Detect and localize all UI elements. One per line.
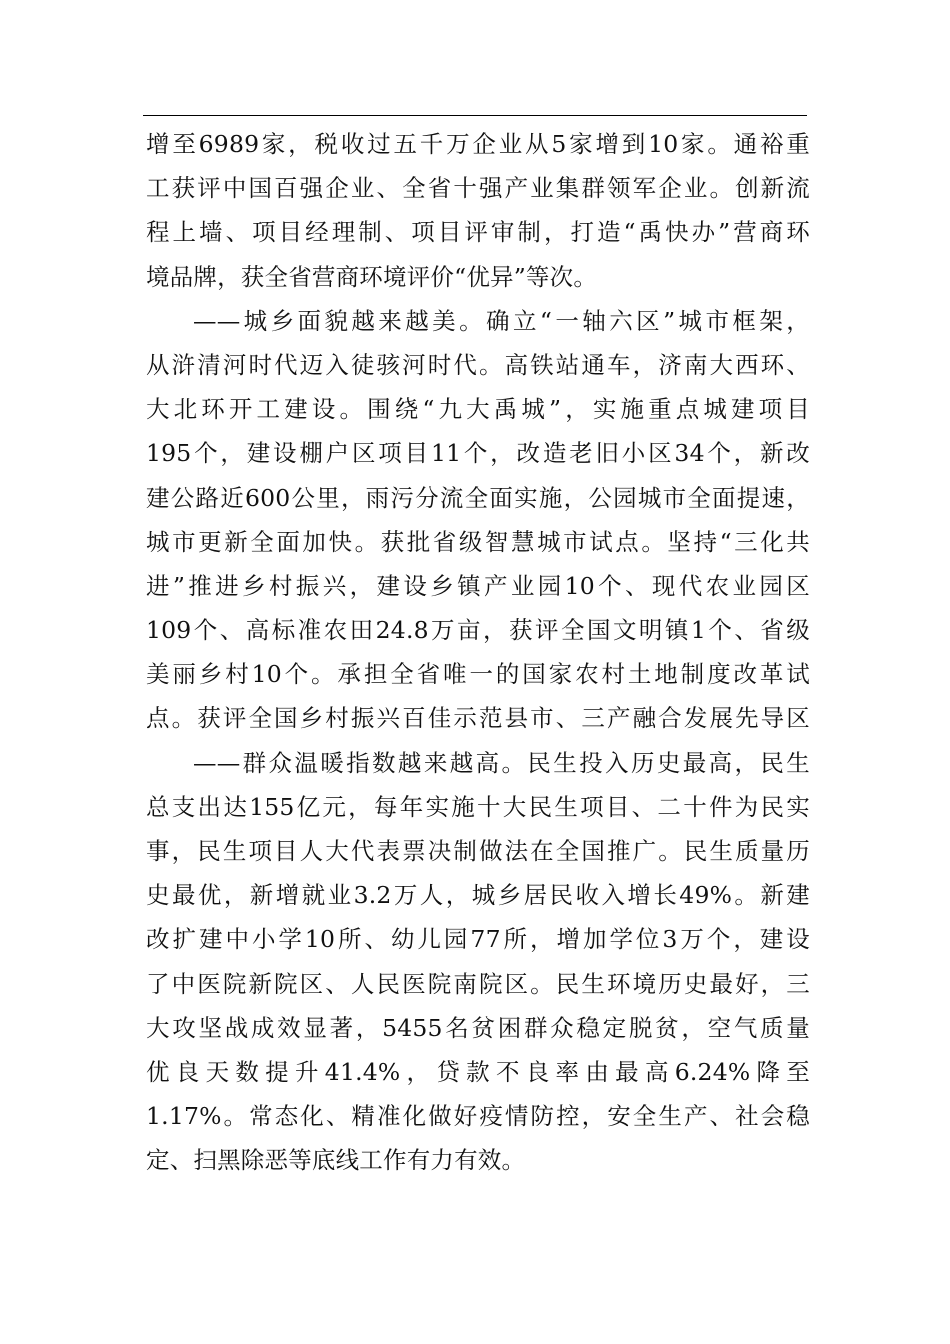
text-line: 建公路近600公里，雨污分流全面实施，公园城市全面提速， bbox=[146, 483, 810, 512]
text-line: 了中医院新院区、人民医院南院区。民生环境历史最好，三 bbox=[146, 969, 810, 998]
text-line: 程上墙、项目经理制、项目评审制，打造“禹快办”营商环 bbox=[146, 218, 810, 247]
text-line: 进”推进乡村振兴，建设乡镇产业园10个、现代农业园区 bbox=[146, 571, 810, 600]
text-line: 109个、高标准农田24.8万亩，获评全国文明镇1个、省级 bbox=[146, 616, 810, 645]
text-line: 史最优，新增就业3.2万人，城乡居民收入增长49%。新建 bbox=[146, 881, 810, 910]
section-heading-line: ——城乡面貌越来越美。确立“一轴六区”城市框架， bbox=[193, 306, 810, 335]
text-line: 195个，建设棚户区项目11个，改造老旧小区34个，新改 bbox=[146, 439, 810, 468]
text-line: 定、扫黑除恶等底线工作有力有效。 bbox=[146, 1146, 526, 1175]
text-line: 工获评中国百强企业、全省十强产业集群领军企业。创新流 bbox=[146, 174, 810, 203]
text-line: 总支出达155亿元，每年实施十大民生项目、二十件为民实 bbox=[146, 792, 810, 821]
text-line: 点。获评全国乡村振兴百佳示范县市、三产融合发展先导区 bbox=[146, 704, 810, 733]
header-rule bbox=[143, 115, 807, 116]
text-line: 大攻坚战成效显著，5455名贫困群众稳定脱贫，空气质量 bbox=[146, 1013, 810, 1042]
text-line: 城市更新全面加快。获批省级智慧城市试点。坚持“三化共 bbox=[146, 527, 810, 556]
body-text bbox=[146, 122, 810, 1183]
text-line: 从浒清河时代迈入徒骇河时代。高铁站通车，济南大西环、 bbox=[146, 350, 810, 379]
text-line: 境品牌，获全省营商环境评价“优异”等次。 bbox=[146, 262, 598, 291]
section-heading-line: ——群众温暖指数越来越高。民生投入历史最高，民生 bbox=[193, 748, 810, 777]
text-line: 事，民生项目人大代表票决制做法在全国推广。民生质量历 bbox=[146, 837, 810, 865]
text-line: 增至6989家，税收过五千万企业从5家增到10家。通裕重 bbox=[146, 130, 810, 158]
text-line: 优良天数提升41.4%，贷款不良率由最高6.24%降至 bbox=[146, 1057, 810, 1086]
text-line: 大北环开工建设。围绕“九大禹城”，实施重点城建项目 bbox=[146, 395, 810, 424]
text-line: 美丽乡村10个。承担全省唯一的国家农村土地制度改革试 bbox=[146, 660, 810, 689]
text-line: 改扩建中小学10所、幼儿园77所，增加学位3万个，建设 bbox=[146, 925, 810, 954]
text-line: 1.17%。常态化、精准化做好疫情防控，安全生产、社会稳 bbox=[146, 1102, 810, 1131]
